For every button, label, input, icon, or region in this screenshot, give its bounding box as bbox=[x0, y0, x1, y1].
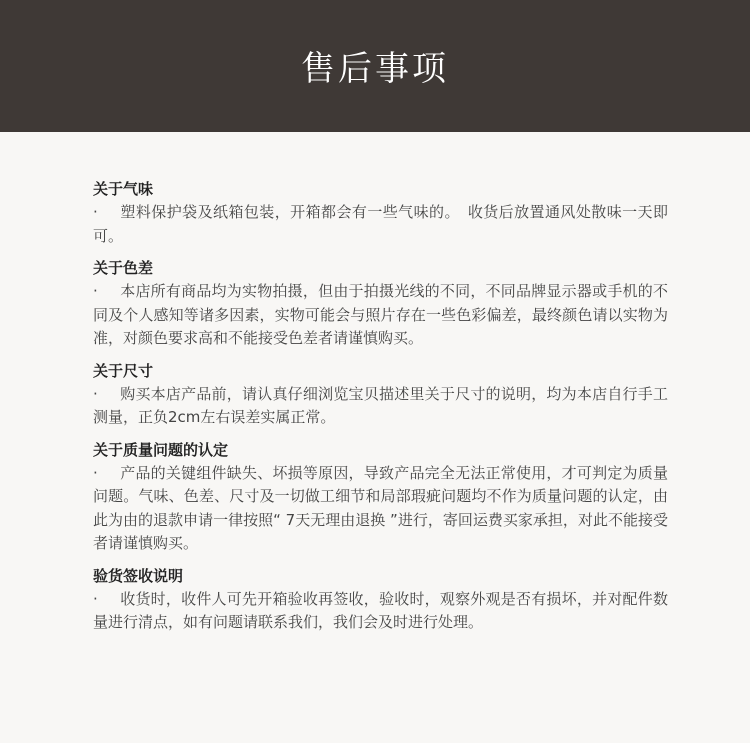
bullet-icon: · bbox=[93, 282, 98, 300]
section-title: 关于色差 bbox=[93, 259, 154, 277]
section-title: 关于尺寸 bbox=[93, 361, 154, 380]
section-text: 收货时，收件人可先开箱验收再签收，验收时，观察外观是否有损坏，并对配件数量进行清点，如有问题请联系我们，我们会及时进行处理。 bbox=[93, 589, 668, 631]
section-color-difference bbox=[93, 257, 668, 351]
section-body bbox=[93, 201, 668, 248]
section-body bbox=[93, 383, 668, 430]
section-size bbox=[93, 360, 668, 430]
section-quality-issue bbox=[93, 439, 668, 556]
section-body bbox=[93, 588, 668, 635]
page-title: 售后事项 bbox=[301, 48, 449, 89]
bullet-icon: · bbox=[93, 463, 98, 482]
section-text: 购买本店产品前，请认真仔细浏览宝贝描述里关于尺寸的说明，均为本店自行手工测量，正负2cm左右误差实属正常。 bbox=[93, 384, 668, 426]
section-body bbox=[93, 462, 668, 556]
section-title: 验货签收说明 bbox=[93, 566, 184, 585]
bullet-icon: · bbox=[93, 384, 98, 403]
section-title: 关于气味 bbox=[93, 180, 154, 198]
section-text: 本店所有商品均为实物拍摄，但由于拍摄光线的不同，不同品牌显示器或手机的不同及个人感知等诸多因素，实物可能会与照片存在一些色彩偏差，最终颜色请以实物为准，对颜色要求高和不能接受色差者请谨慎购买。 bbox=[93, 282, 668, 347]
section-smell bbox=[93, 178, 668, 248]
after-sales-content bbox=[93, 178, 668, 644]
section-body bbox=[93, 280, 668, 351]
section-text: 塑料保护袋及纸箱包装，开箱都会有一些气味的。 收货后放置通风处散味一天即可。 bbox=[93, 203, 668, 245]
bullet-icon: · bbox=[93, 203, 98, 221]
section-text: 产品的关键组件缺失、坏损等原因，导致产品完全无法正常使用，才可判定为质量问题。气味、色差、尺寸及一切做工细节和局部瑕疵问题均不作为质量问题的认定，由此为由的退款申请一律按照“ 7天无理由退换 ”进行，寄回运费买家承担，对此不能接受者请谨慎购买。 bbox=[93, 463, 668, 552]
bullet-icon: · bbox=[93, 589, 98, 608]
section-title: 关于质量问题的认定 bbox=[93, 440, 229, 459]
header-banner bbox=[0, 0, 750, 132]
section-inspection-receipt bbox=[93, 565, 668, 635]
